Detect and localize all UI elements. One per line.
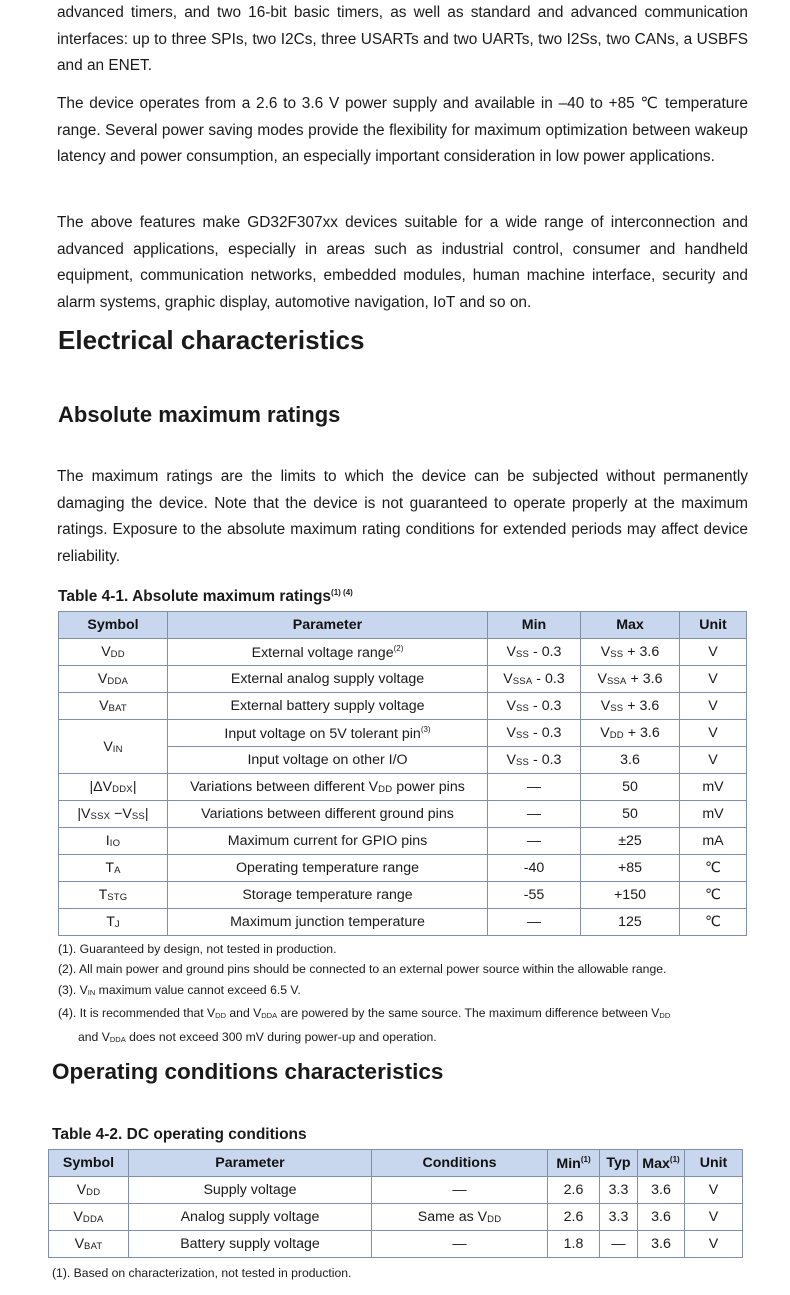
table1-caption: Table 4-1. Absolute maximum ratings$^{(1) (4)}$ <box>58 588 353 606</box>
cell-parameter: External analog supply voltage <box>168 666 488 693</box>
cell-conditions: — <box>372 1231 548 1258</box>
cell-min: -55 <box>488 882 581 909</box>
cell-max: 50 <box>581 774 680 801</box>
heading-absolute-maximum-ratings: Absolute maximum ratings <box>58 402 341 427</box>
cell-symbol: TSTG <box>59 882 168 909</box>
cell-symbol: VBAT <box>49 1231 129 1258</box>
cell-parameter: Storage temperature range <box>168 882 488 909</box>
cell-typ: 3.3 <box>600 1177 638 1204</box>
cell-unit: V <box>685 1231 743 1258</box>
table2-caption: Table 4-2. DC operating conditions <box>52 1126 307 1143</box>
cell-unit: mV <box>680 774 747 801</box>
col-header-parameter: Parameter <box>129 1150 372 1177</box>
heading-electrical-characteristics: Electrical characteristics <box>58 325 365 355</box>
table-row <box>59 828 747 855</box>
cell-unit: ℃ <box>680 855 747 882</box>
cell-min: VSS - 0.3 <box>488 639 581 666</box>
intro-paragraph-applications: The above features make GD32F307xx devices suitable for a wide range of interconnection and advanced applications, especially in areas such as industrial control, consumer and handheld equipment, communication networks, embedded modules, human machine interface, security and alarm systems, graphic display, automotive navigation, IoT and so on. <box>57 214 748 311</box>
cell-max: 3.6 <box>638 1204 685 1231</box>
table1-header-row <box>59 612 747 639</box>
cell-max: 50 <box>581 801 680 828</box>
cell-min: VSS - 0.3 <box>488 720 581 747</box>
cell-parameter: Input voltage on 5V tolerant pin$^{(3)}$ <box>168 720 488 747</box>
col-header-min: Min$^{(1)}$ <box>548 1150 600 1177</box>
table-row <box>59 855 747 882</box>
footnote-4: (4). It is recommended that VDD and VDDA are powered by the same source. The maximum difference between VDD <box>58 1006 671 1021</box>
cell-symbol: TJ <box>59 909 168 936</box>
intro-paragraph-power: The device operates from a 2.6 to 3.6 V power supply and available in –40 to +85 ℃ temperature range. Several power saving modes provide the flexibility for maximum optimization between wakeup latency and power consumption, an especially important consideration in low power applications. <box>57 95 748 165</box>
cell-symbol: TA <box>59 855 168 882</box>
cell-max: 3.6 <box>581 747 680 774</box>
table-row <box>49 1177 743 1204</box>
cell-symbol: VDD <box>49 1177 129 1204</box>
cell-max: +150 <box>581 882 680 909</box>
cell-unit: V <box>680 747 747 774</box>
cell-parameter: Battery supply voltage <box>129 1231 372 1258</box>
table-row <box>59 882 747 909</box>
table2-footnote: (1). Based on characterization, not tested in production. <box>52 1266 352 1280</box>
cell-min: VSSA - 0.3 <box>488 666 581 693</box>
dc-operating-conditions-table <box>48 1149 743 1258</box>
col-header-min: Min <box>488 612 581 639</box>
table1-caption-refs: (1) (4) <box>331 588 353 597</box>
cell-max: VSSA + 3.6 <box>581 666 680 693</box>
cell-parameter: Analog supply voltage <box>129 1204 372 1231</box>
footnote-4-continued: and VDDA does not exceed 300 mV during power-up and operation. <box>78 1029 437 1044</box>
footnote-1: (1). Guaranteed by design, not tested in production. <box>58 942 337 956</box>
cell-parameter: Maximum junction temperature <box>168 909 488 936</box>
col-header-max: Max <box>581 612 680 639</box>
cell-min: VSS - 0.3 <box>488 747 581 774</box>
cell-conditions: Same as VDD <box>372 1204 548 1231</box>
cell-min: VSS - 0.3 <box>488 693 581 720</box>
cell-max: VDD + 3.6 <box>581 720 680 747</box>
cell-parameter: Variations between different VDD power pins <box>168 774 488 801</box>
cell-min: 2.6 <box>548 1204 600 1231</box>
cell-min: — <box>488 828 581 855</box>
cell-unit: ℃ <box>680 882 747 909</box>
cell-min: — <box>488 774 581 801</box>
cell-symbol: |VSSX −VSS| <box>59 801 168 828</box>
cell-parameter: External voltage range$^{(2)}$ <box>168 639 488 666</box>
cell-parameter: External battery supply voltage <box>168 693 488 720</box>
table-row <box>49 1204 743 1231</box>
cell-parameter: Maximum current for GPIO pins <box>168 828 488 855</box>
cell-symbol: VDD <box>59 639 168 666</box>
table-row <box>59 801 747 828</box>
cell-symbol: VDDA <box>59 666 168 693</box>
cell-unit: V <box>685 1177 743 1204</box>
col-header-parameter: Parameter <box>168 612 488 639</box>
table-row <box>59 909 747 936</box>
col-header-unit: Unit <box>680 612 747 639</box>
footnote-2: (2). All main power and ground pins should be connected to an external power source within the allowable range. <box>58 962 667 977</box>
cell-min: -40 <box>488 855 581 882</box>
cell-unit: V <box>680 639 747 666</box>
col-header-symbol: Symbol <box>59 612 168 639</box>
cell-min: 1.8 <box>548 1231 600 1258</box>
cell-symbol: VDDA <box>49 1204 129 1231</box>
table-row <box>59 774 747 801</box>
table2-header-row <box>49 1150 743 1177</box>
absolute-maximum-ratings-table <box>58 611 747 936</box>
cell-unit: mA <box>680 828 747 855</box>
cell-max: +85 <box>581 855 680 882</box>
cell-parameter: Input voltage on other I/O <box>168 747 488 774</box>
cell-unit: ℃ <box>680 909 747 936</box>
cell-parameter: Variations between different ground pins <box>168 801 488 828</box>
col-header-symbol: Symbol <box>49 1150 129 1177</box>
table-row <box>59 639 747 666</box>
intro-paragraph-peripherals: advanced timers, and two 16-bit basic timers, as well as standard and advanced communication interfaces: up to three SPIs, two I2Cs, three USARTs and two UARTs, two I2Ss, two CANs, a USBFS and an ENET. <box>57 4 748 74</box>
col-header-typ: Typ <box>600 1150 638 1177</box>
col-header-unit: Unit <box>685 1150 743 1177</box>
table-row <box>59 720 747 747</box>
cell-unit: mV <box>680 801 747 828</box>
cell-min: — <box>488 909 581 936</box>
absolute-ratings-paragraph: The maximum ratings are the limits to which the device can be subjected without permanently damaging the device. Note that the device is not guaranteed to operate properly at the maximum ratings. Exposure to the absolute maximum rating conditions for extended periods may affect device reliability. <box>57 468 748 565</box>
cell-min: — <box>488 801 581 828</box>
cell-symbol: VBAT <box>59 693 168 720</box>
table-row <box>59 666 747 693</box>
cell-symbol: IIO <box>59 828 168 855</box>
cell-max: ±25 <box>581 828 680 855</box>
heading-operating-conditions: Operating conditions characteristics <box>52 1059 444 1084</box>
cell-max: 125 <box>581 909 680 936</box>
table-row <box>59 693 747 720</box>
cell-max: VSS + 3.6 <box>581 693 680 720</box>
footnote-3: (3). VIN maximum value cannot exceed 6.5 V. <box>58 982 301 997</box>
cell-max: VSS + 3.6 <box>581 639 680 666</box>
cell-max: 3.6 <box>638 1231 685 1258</box>
cell-typ: — <box>600 1231 638 1258</box>
cell-typ: 3.3 <box>600 1204 638 1231</box>
col-header-conditions: Conditions <box>372 1150 548 1177</box>
table-row <box>49 1231 743 1258</box>
cell-parameter: Supply voltage <box>129 1177 372 1204</box>
cell-symbol: |ΔVDDX| <box>59 774 168 801</box>
cell-parameter: Operating temperature range <box>168 855 488 882</box>
col-header-max: Max$^{(1)}$ <box>638 1150 685 1177</box>
cell-min: 2.6 <box>548 1177 600 1204</box>
cell-unit: V <box>680 693 747 720</box>
table1-footnotes <box>58 939 670 1050</box>
cell-unit: V <box>680 720 747 747</box>
cell-conditions: — <box>372 1177 548 1204</box>
cell-max: 3.6 <box>638 1177 685 1204</box>
cell-symbol: VIN <box>59 720 168 774</box>
cell-unit: V <box>685 1204 743 1231</box>
cell-unit: V <box>680 666 747 693</box>
